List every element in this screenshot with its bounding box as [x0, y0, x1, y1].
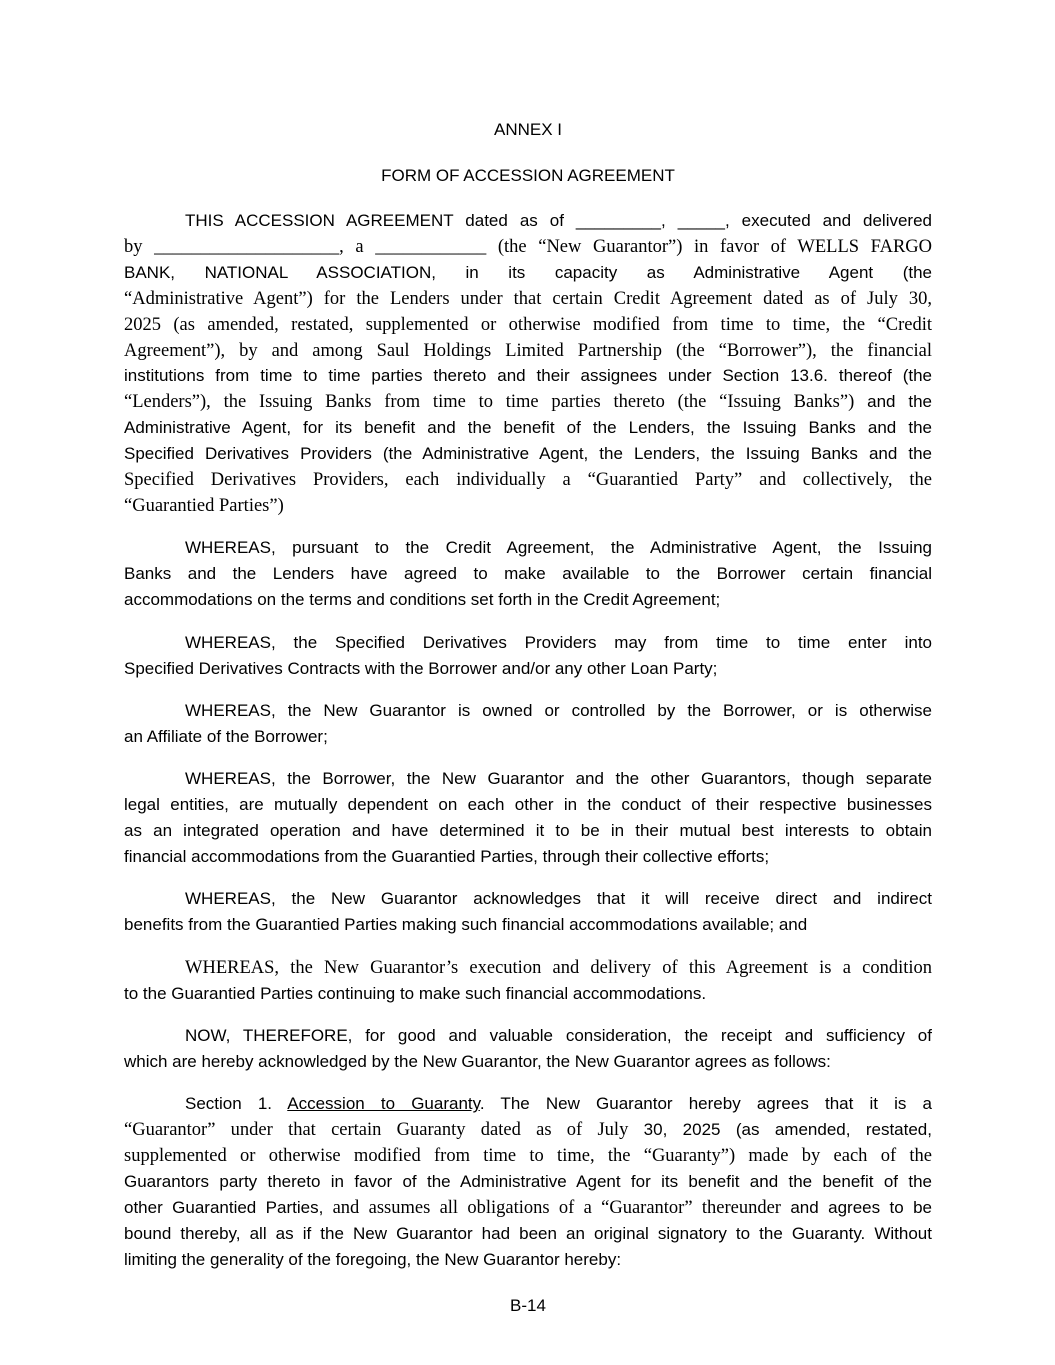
text-run: Banks and the Lenders have agreed to make available to the Borrower certain financial [124, 564, 932, 584]
document-line [124, 631, 932, 657]
document-line [124, 287, 932, 313]
document-line [124, 390, 932, 416]
document-line [124, 562, 932, 588]
text-run: as an integrated operation and have determined it to be in their mutual best interests to obtain [124, 821, 932, 841]
text-run: “Lenders”), the Issuing Banks from time to time parties thereto (the “Issuing Banks”) [124, 392, 855, 413]
document-line [124, 767, 932, 793]
paragraph [124, 767, 932, 871]
text-run: BANK, NATIONAL ASSOCIATION, in its capacity as Administrative Agent (the [124, 262, 932, 282]
document-line [124, 536, 932, 562]
document-paragraphs [124, 209, 932, 1274]
document-line [124, 725, 932, 751]
document-line [124, 887, 932, 913]
document-line [124, 339, 932, 365]
text-run: Specified Derivatives Providers (the Administrative Agent, the Lenders, the Issuing Banks and the [124, 444, 932, 464]
document-line [124, 1144, 932, 1170]
text-run: and agrees to be [780, 1197, 932, 1217]
document-line [124, 468, 932, 494]
paragraph [124, 536, 932, 614]
text-run: “Guarantied Parties”) [124, 495, 284, 516]
text-run: “Administrative Agent”) for the Lenders under that certain Credit Agreement dated as of July 30, [124, 288, 932, 309]
document-line [124, 1170, 932, 1196]
document-line [124, 657, 932, 683]
document-line [124, 913, 932, 939]
document-line [124, 819, 932, 845]
text-run: an Affiliate of the Borrower; [124, 726, 328, 746]
text-run: legal entities, are mutually dependent on each other in the conduct of their respective businesses [124, 795, 932, 815]
text-run: by ____________________, a ____________ (the “New Guarantor”) in favor of WELLS FARGO [124, 236, 932, 257]
paragraph [124, 887, 932, 939]
paragraph [124, 956, 932, 1008]
text-run: bound thereby, all as if the New Guarantor had been an original signatory to the Guaranty. Without [124, 1223, 932, 1243]
paragraph [124, 1092, 932, 1273]
text-run: WHEREAS, the Specified Derivatives Providers may from time to time enter into [185, 632, 932, 652]
text-run: Guarantors party thereto in favor of the Administrative Agent for its benefit and the benefit of the [124, 1172, 932, 1191]
text-run: and assumes all obligations of a “Guarantor” thereunder [323, 1197, 781, 1218]
text-run: WHEREAS, the Borrower, the New Guarantor and the other Guarantors, though separate [185, 769, 932, 789]
text-run: limiting the generality of the foregoing, the New Guarantor hereby: [124, 1249, 622, 1269]
paragraph [124, 209, 932, 520]
text-run: 30, 2025 (as amended, restated, [628, 1120, 932, 1140]
text-run: other Guarantied Parties, [124, 1197, 324, 1217]
text-run: WHEREAS, the New Guarantor’s execution and delivery of this Agreement is a condition [185, 957, 932, 978]
document-line [124, 1050, 932, 1076]
text-run: which are hereby acknowledged by the New Guarantor, the New Guarantor agrees as follows: [124, 1051, 831, 1071]
text-run: Administrative Agent, for its benefit and the benefit of the Lenders, the Issuing Banks and the [124, 418, 932, 438]
text-run: accommodations on the terms and conditions set forth in the Credit Agreement; [124, 590, 721, 610]
paragraph [124, 699, 932, 751]
document-line [124, 845, 932, 871]
text-run: THIS ACCESSION AGREEMENT dated as of _________, _____, executed and delivered [185, 211, 932, 230]
text-run: supplemented or otherwise modified from time to time, the “Guaranty”) made by each of the [124, 1146, 932, 1167]
text-run: to the Guarantied Parties continuing to make such financial accommodations. [124, 983, 707, 1003]
document-line [124, 313, 932, 339]
text-run: Specified Derivatives Providers, each individually a “Guarantied Party” and collectively, the [124, 470, 932, 491]
document-line [124, 956, 932, 982]
paragraph [124, 631, 932, 683]
document-line [124, 1196, 932, 1222]
document-line [124, 1024, 932, 1050]
text-run: benefits from the Guarantied Parties making such financial accommodations available; and [124, 915, 808, 935]
form-title: FORM OF ACCESSION AGREEMENT [381, 166, 675, 185]
document-line [124, 416, 932, 442]
text-run: 2025 (as amended, restated, supplemented or otherwise modified from time to time, the “Credit [124, 314, 932, 335]
document-line [124, 261, 932, 287]
underlined-term: Accession to Guaranty [287, 1094, 480, 1114]
document-line [124, 209, 932, 235]
text-run: WHEREAS, the New Guarantor is owned or controlled by the Borrower, or is otherwise [185, 700, 932, 720]
document-line [124, 1248, 932, 1274]
document-line [124, 793, 932, 819]
document-line [124, 1092, 932, 1118]
document-line [124, 982, 932, 1008]
document-line [124, 699, 932, 725]
text-run: “Guarantor” under that certain Guaranty dated as of July [124, 1120, 629, 1141]
page-number: B-14 [510, 1295, 546, 1315]
text-run: . The New Guarantor hereby agrees that it is a [479, 1094, 932, 1114]
document-line [124, 442, 932, 468]
text-run: WHEREAS, pursuant to the Credit Agreement, the Administrative Agent, the Issuing [185, 538, 932, 558]
text-run: financial accommodations from the Guarantied Parties, through their collective efforts; [124, 846, 770, 866]
annex-title: ANNEX I [493, 120, 563, 139]
document-line [124, 1222, 932, 1248]
text-run: and the [854, 392, 932, 412]
text-run: institutions from time to time parties thereto and their assignees under Section 13.6. thereof (the [124, 366, 932, 386]
text-run: WHEREAS, the New Guarantor acknowledges that it will receive direct and indirect [185, 889, 932, 909]
document-line [124, 364, 932, 390]
text-run: Specified Derivatives Contracts with the Borrower and/or any other Loan Party; [124, 658, 718, 678]
document-line [124, 235, 932, 261]
paragraph [124, 1024, 932, 1076]
document-line [124, 494, 932, 520]
text-run: NOW, THEREFORE, for good and valuable consideration, the receipt and sufficiency of [185, 1025, 932, 1045]
document-line [124, 588, 932, 614]
document-line [124, 1118, 932, 1144]
text-run: Agreement”), by and among Saul Holdings Limited Partnership (the “Borrower”), the financial [124, 340, 932, 361]
text-run: Section 1. [185, 1094, 288, 1114]
